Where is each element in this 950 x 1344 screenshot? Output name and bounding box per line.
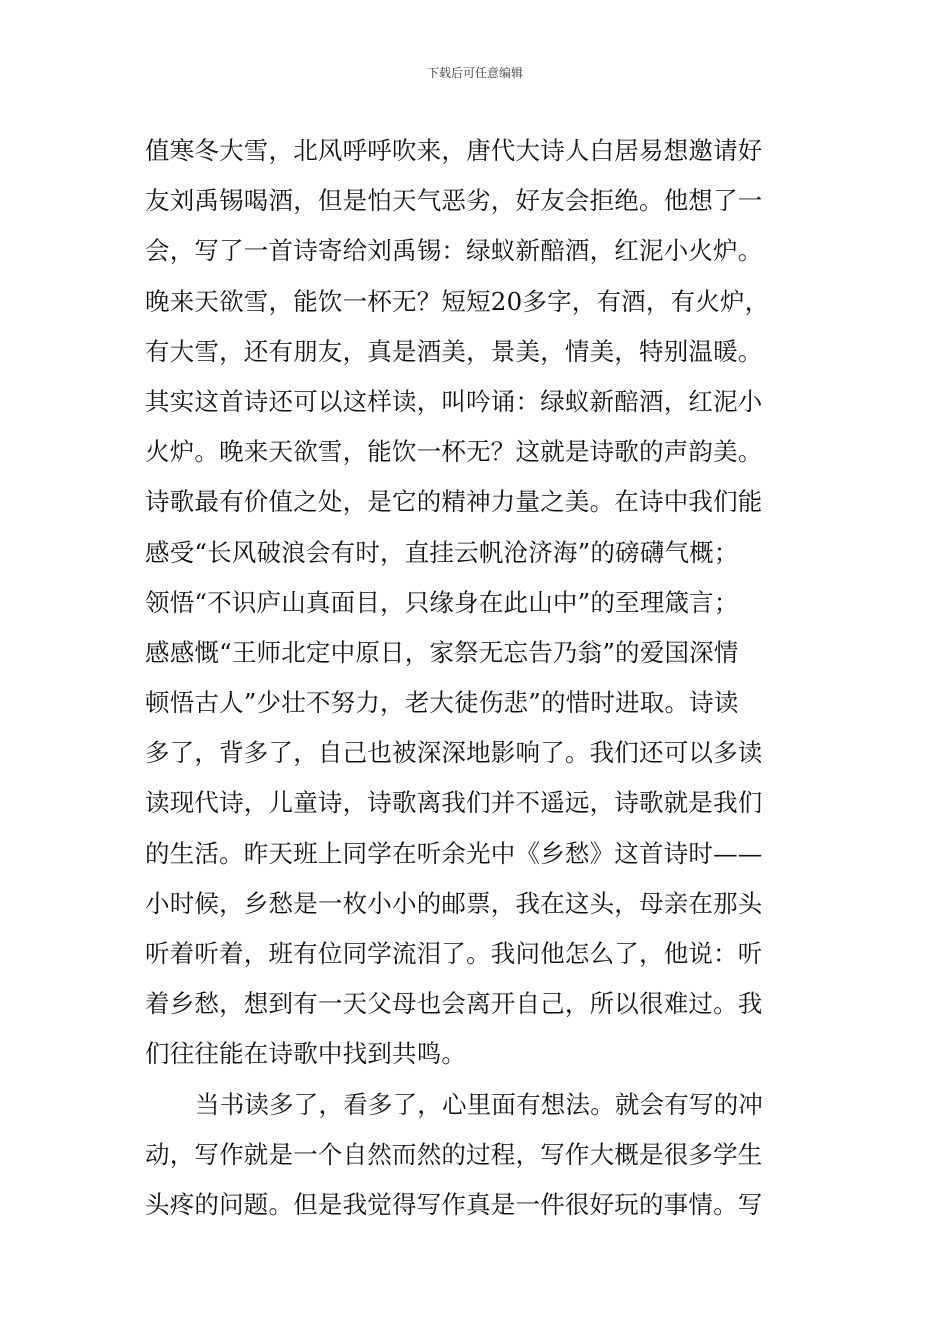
text-line: 火炉。晚来天欲雪，能饮一杯无？这就是诗歌的声韵美。: [145, 437, 763, 467]
text-line: 的生活。昨天班上同学在听余光中《乡愁》这首诗时——: [145, 838, 763, 868]
text-line: 感感慨“王师北定中原日，家祭无忘告乃翁”的爱国深情: [145, 637, 739, 667]
text-line: 值寒冬大雪，北风呼呼吹来，唐代大诗人白居易想邀请好: [145, 136, 763, 165]
page-header: 下载后可任意编辑: [426, 66, 523, 80]
text-line: 读现代诗，儿童诗，诗歌离我们并不遥远，诗歌就是我们: [145, 788, 763, 818]
text-line: 着乡愁，想到有一天父母也会离开自己，所以很难过。我: [145, 989, 763, 1019]
text-line: 感受“长风破浪会有时，直挂云帆沧济海”的磅礴气概；: [145, 537, 739, 567]
text-line: 友刘禹锡喝酒，但是怕天气恶劣，好友会拒绝。他想了一: [145, 186, 763, 216]
text-line: 头疼的问题。但是我觉得写作真是一件很好玩的事情。写: [145, 1189, 763, 1219]
text-line: 会，写了一首诗寄给刘禹锡：绿蚁新醅酒，红泥小火炉。: [145, 236, 763, 266]
text-line: 们往往能在诗歌中找到共鸣。: [145, 1039, 467, 1069]
text-line: 有大雪，还有朋友，真是酒美，景美，情美，特别温暖。: [145, 336, 763, 366]
paragraph-2: [145, 1080, 815, 1231]
text-line: 晚来天欲雪，能饮一杯无？短短20多字，有酒，有火炉，: [145, 286, 770, 316]
text-line: 领悟“不识庐山真面目，只缘身在此山中”的至理箴言；: [145, 587, 739, 617]
text-line: 当书读多了，看多了，心里面有想法。就会有写的冲: [195, 1089, 764, 1119]
text-line: 小时候，乡愁是一枚小小的邮票，我在这头，母亲在那头: [145, 888, 763, 918]
text-line: 顿悟古人”少壮不努力，老大徒伤悲”的惜时进取。诗读: [145, 688, 739, 718]
text-line: 听着听着，班有位同学流泪了。我问他怎么了，他说：听: [145, 939, 763, 968]
text-line: 其实这首诗还可以这样读，叫吟诵：绿蚁新醅酒，红泥小: [145, 386, 763, 416]
text-line: 多了，背多了，自己也被深深地影响了。我们还可以多读: [145, 738, 763, 768]
text-line: 诗歌最有价值之处，是它的精神力量之美。在诗中我们能: [145, 487, 763, 517]
text-line: 动，写作就是一个自然而然的过程，写作大概是很多学生: [145, 1139, 763, 1169]
document-body: [145, 126, 815, 1230]
paragraph-1: [145, 126, 815, 1080]
